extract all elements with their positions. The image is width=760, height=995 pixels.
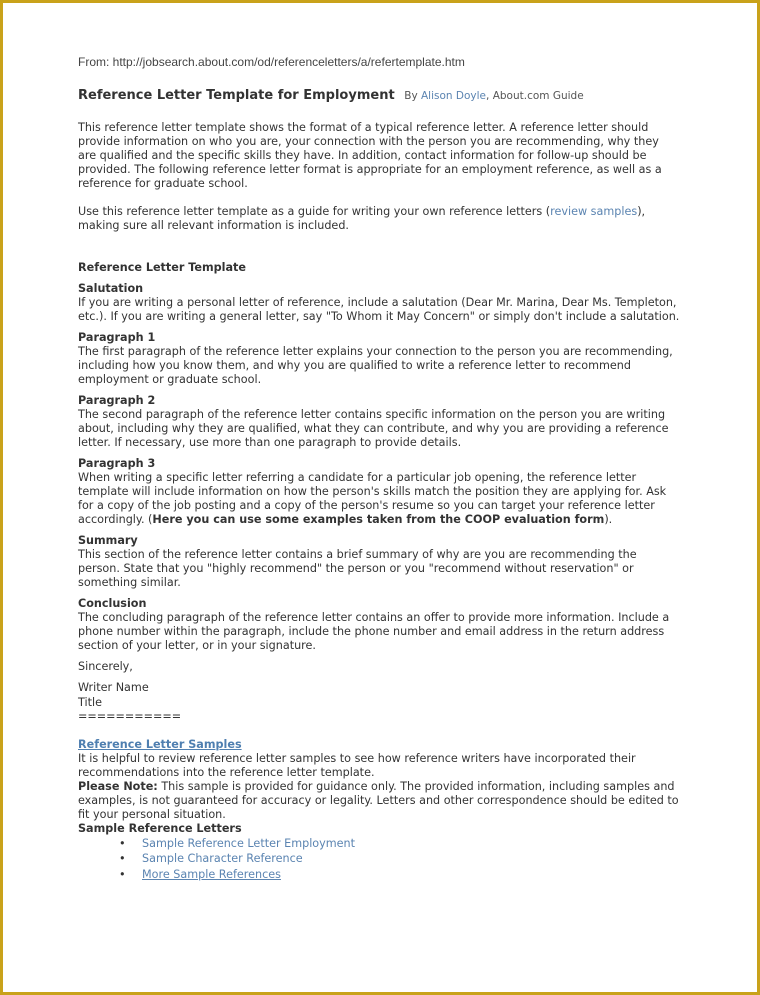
section-heading: Paragraph 1	[78, 331, 156, 344]
section-conclusion	[78, 597, 680, 653]
section-paragraph-1	[78, 331, 680, 387]
section-paragraph-3	[78, 457, 680, 527]
sample-employment-link[interactable]: Sample Reference Letter Employment	[142, 836, 356, 850]
please-note	[78, 780, 680, 822]
template-heading: Reference Letter Template	[78, 261, 246, 274]
source-url-line: From: http://jobsearch.about.com/od/referenceletters/a/refertemplate.htm	[78, 55, 465, 69]
section-heading: Salutation	[78, 282, 144, 295]
section-body	[78, 471, 680, 527]
sample-links-list	[78, 836, 680, 883]
section-body: The second paragraph of the reference letter contains specific information on the person you are writing about, including why they are qualified, what they can contribute, and why you are providing a reference letter. If necessary, use more than one paragraph to provide details.	[78, 408, 669, 449]
intro-paragraph-2	[78, 205, 680, 233]
writer-name: Writer Name	[78, 681, 149, 694]
section-heading: Paragraph 3	[78, 457, 156, 470]
byline-suffix: , About.com Guide	[486, 90, 584, 102]
section-body: The concluding paragraph of the reference letter contains an offer to provide more information. Include a phone number within the paragraph, include the phone number and email address in the return address section of your letter, or in your signature.	[78, 611, 670, 652]
author-link[interactable]: Alison Doyle	[421, 90, 487, 102]
writer-title: Title	[78, 695, 102, 709]
section-heading: Paragraph 2	[78, 394, 156, 407]
intro-paragraph-1: This reference letter template shows the format of a typical reference letter. A reference letter should provide information on who you are, your connection with the person you are recommending, why they are qualified and the specific skills they have. In addition, contact information for follow-up should be provided. The following reference letter format is appropriate for an employment reference, as well as a reference for graduate school.	[78, 121, 662, 190]
list-item	[142, 867, 680, 883]
section-heading: Summary	[78, 534, 138, 547]
please-note-label: Please Note:	[78, 779, 158, 793]
intro-paragraph-2-before: Use this reference letter template as a guide for writing your own reference letters (	[78, 205, 551, 218]
sample-letters-heading: Sample Reference Letters	[78, 821, 242, 835]
samples-intro: It is helpful to review reference letter samples to see how reference writers have incorporated their recommendations into the reference letter template.	[78, 751, 636, 779]
paragraph-3-after: ).	[604, 513, 613, 526]
section-body: If you are writing a personal letter of reference, include a salutation (Dear Mr. Marina, Dear Ms. Templeton, etc.). If you are writing a general letter, say "To Whom it May Concern" or simply don't include a salutation.	[78, 296, 680, 323]
section-salutation	[78, 282, 680, 324]
reference-letter-samples-link[interactable]: Reference Letter Samples	[78, 737, 242, 751]
paragraph-3-body: When writing a specific letter referring a candidate for a particular job opening, the reference letter template will include information on how the person's skills match the position they are applying for. Ask for a copy of the job posting and a copy of the person's resume so you can target your reference letter accordingly. (	[78, 471, 667, 526]
byline-prefix: By	[404, 90, 418, 102]
section-body: The first paragraph of the reference letter explains your connection to the person you are recommending, including how you know them, and why you are qualified to write a reference letter to recommend employment or graduate school.	[78, 345, 673, 386]
separator: ===========	[78, 710, 182, 723]
list-item	[142, 851, 680, 867]
closing: Sincerely,	[78, 660, 133, 673]
page-title: Reference Letter Template for Employment	[78, 88, 395, 103]
section-heading: Conclusion	[78, 597, 147, 610]
section-body: This section of the reference letter contains a brief summary of why are you are recommending the person. State that you "highly recommend" the person or you "recommend without reservation" or something similar.	[78, 548, 637, 589]
review-samples-link[interactable]: review samples	[550, 205, 638, 218]
title-row	[78, 89, 680, 103]
more-samples-link[interactable]: More Sample References	[142, 867, 281, 881]
document-page	[78, 55, 680, 882]
intro-paragraph-2-after: ), making sure all relevant information is included.	[78, 205, 646, 232]
sample-character-link[interactable]: Sample Character Reference	[142, 852, 303, 865]
please-note-text: This sample is provided for guidance only. The provided information, including samples and examples, is not guaranteed for accuracy or legality. Letters and other correspondence should be edited to fit your personal situation.	[78, 779, 679, 821]
list-item	[142, 836, 680, 852]
coop-examples-note: Here you can use some examples taken from the COOP evaluation form	[152, 513, 605, 526]
byline	[404, 90, 583, 102]
section-summary	[78, 534, 680, 590]
section-paragraph-2	[78, 394, 680, 450]
